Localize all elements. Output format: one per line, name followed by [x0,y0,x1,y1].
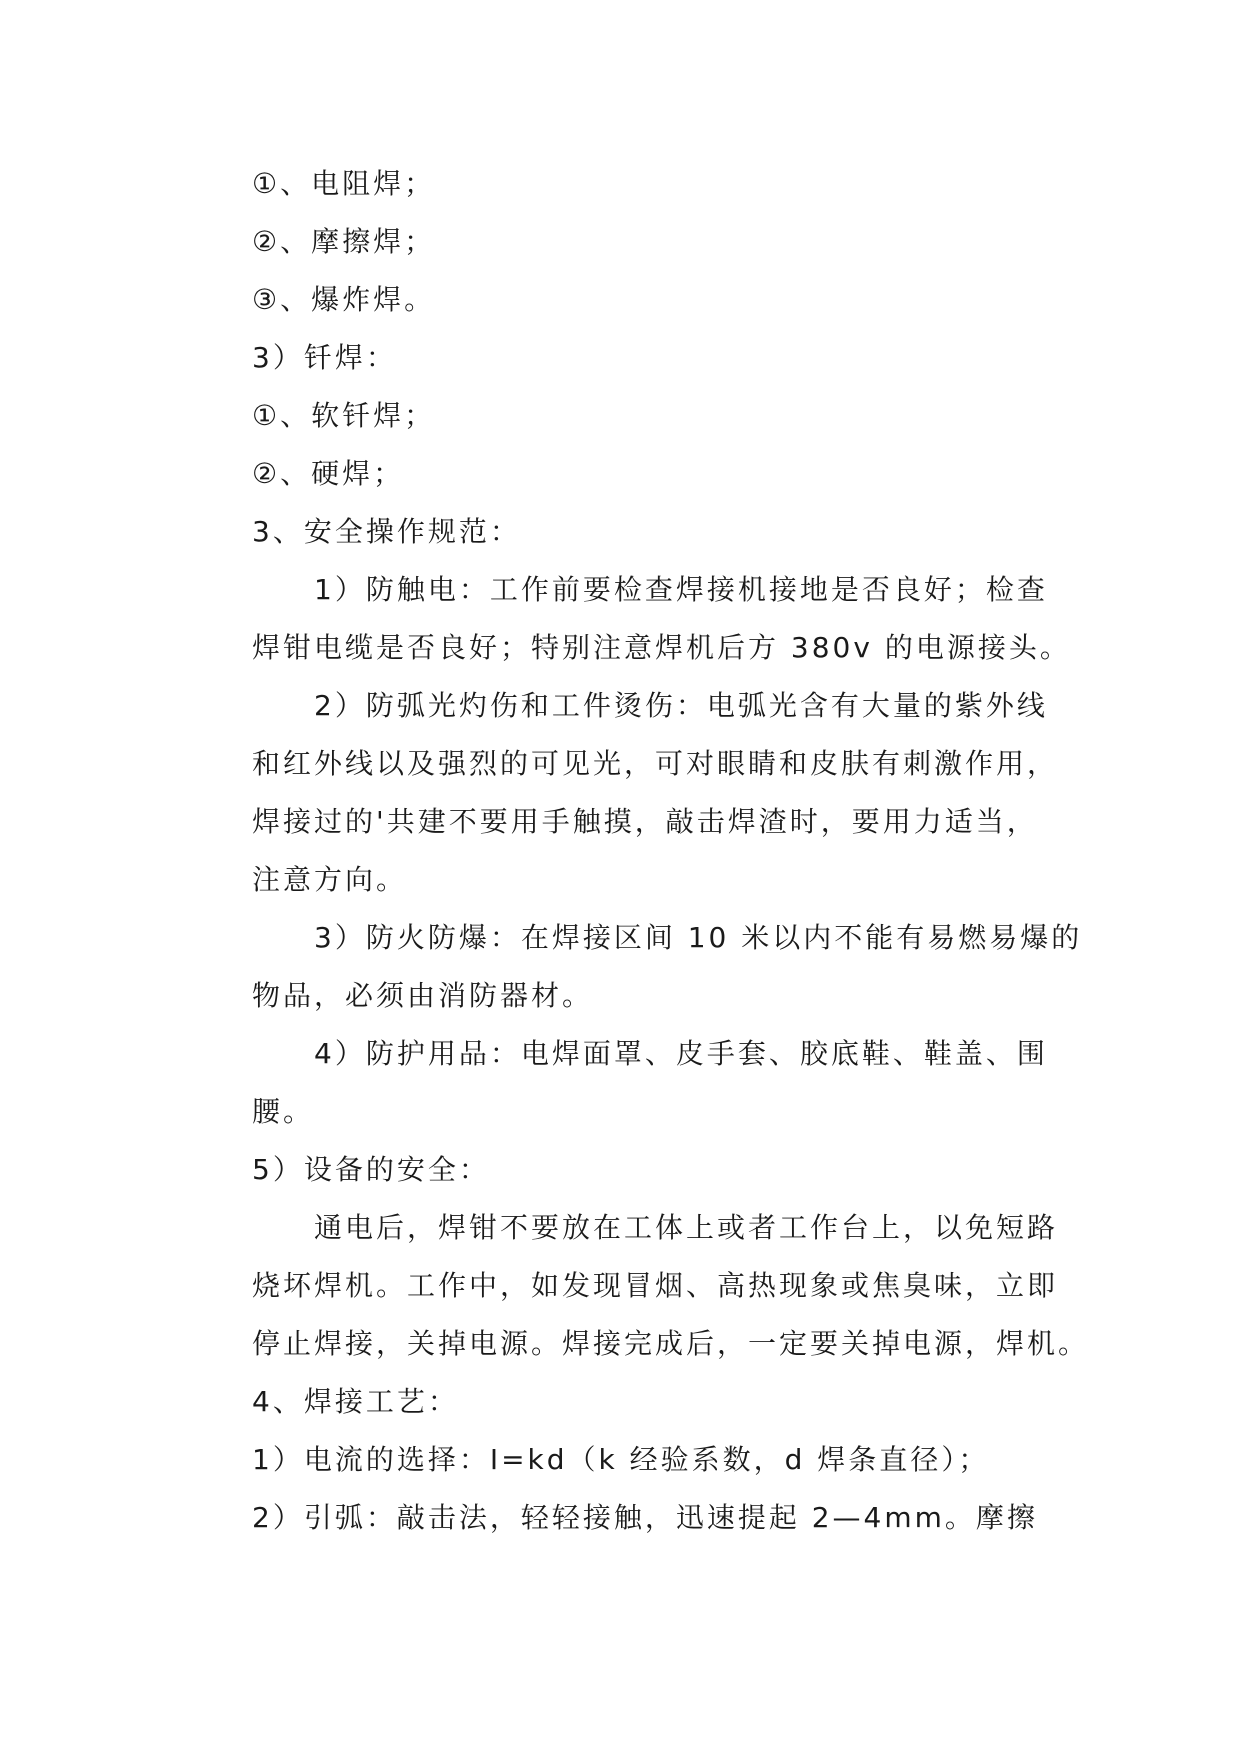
paragraph-line: 腰。 [252,1095,315,1128]
paragraph-line: 物品，必须由消防器材。 [252,979,594,1012]
paragraph-line: 焊钳电缆是否良好；特别注意焊机后方 380v 的电源接头。 [252,631,1071,664]
paragraph-line: 和红外线以及强烈的可见光，可对眼睛和皮肤有刺激作用， [252,747,1059,780]
document-body [190,155,1090,1547]
section-heading: 3）钎焊： [252,341,397,374]
paragraph-line: 2）防弧光灼伤和工件烫伤：电弧光含有大量的紫外线 [314,689,1048,722]
paragraph-line: 3）防火防爆：在焊接区间 10 米以内不能有易燃易爆的 [314,921,1083,954]
paragraph-line: 焊接过的'共建不要用手触摸，敲击焊渣时，要用力适当， [252,805,1038,838]
list-item: ②、硬焊； [252,457,405,490]
list-item: 2）引弧：敲击法，轻轻接触，迅速提起 2—4mm。摩擦 [252,1501,1038,1534]
paragraph-line: 烧坏焊机。工作中，如发现冒烟、高热现象或焦臭味，立即 [252,1269,1059,1302]
section-heading: 4、焊接工艺： [252,1385,459,1418]
section-heading: 5）设备的安全： [252,1153,490,1186]
paragraph-fire-prevention [190,909,1083,1025]
paragraph-anti-electric-shock [190,561,1071,677]
list-item: ①、软钎焊； [252,399,436,432]
list-item: ②、摩擦焊； [252,225,436,258]
paragraph-line: 4）防护用品：电焊面罩、皮手套、胶底鞋、鞋盖、围 [314,1037,1048,1070]
paragraph-arc-burn [190,677,1060,909]
section-heading: 3、安全操作规范： [252,515,521,548]
paragraph-line: 通电后，焊钳不要放在工体上或者工作台上，以免短路 [314,1211,1059,1244]
paragraph-equipment-safety [190,1199,1090,1373]
paragraph-line: 1）防触电：工作前要检查焊接机接地是否良好；检查 [314,573,1048,606]
paragraph-protective-equipment [190,1025,1060,1141]
list-item: 1）电流的选择：I=kd（k 经验系数，d 焊条直径）； [252,1443,990,1476]
paragraph-line: 停止焊接，关掉电源。焊接完成后，一定要关掉电源，焊机。 [252,1327,1090,1360]
list-item: ③、爆炸焊。 [252,283,436,316]
paragraph-line: 注意方向。 [252,863,408,896]
list-item: ①、电阻焊； [252,167,436,200]
